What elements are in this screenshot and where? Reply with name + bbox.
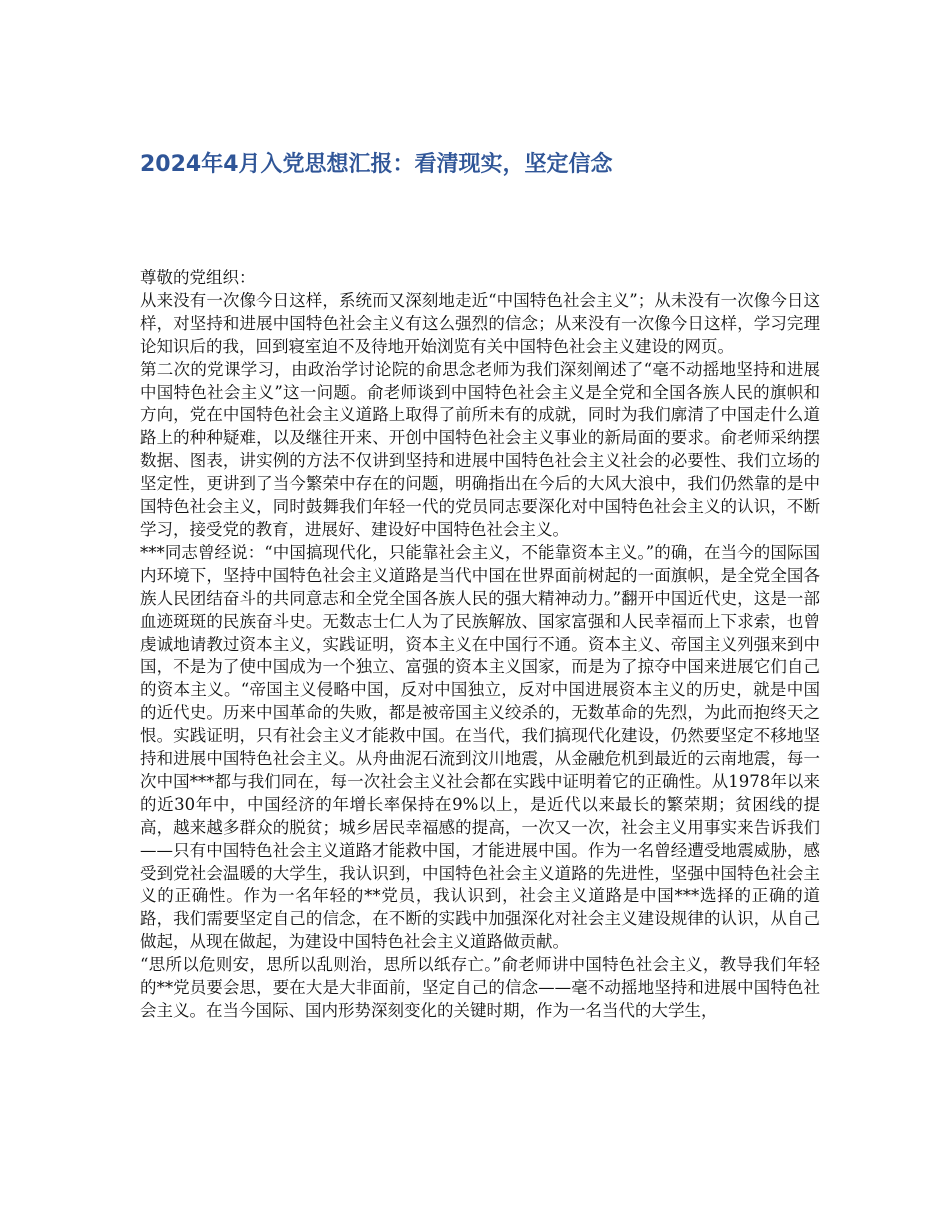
document-title: 2024年4月入党思想汇报：看清现实，坚定信念 [140,152,613,177]
paragraph-3: ***同志曾经说：“中国搞现代化，只能靠社会主义，不能靠资本主义。”的确，在当今的国际国内环境下，坚持中国特色社会主义道路是当代中国在世界面前树起的一面旗帜，是全党全国各族人民团结奋斗的共同意志和全党全国各族人民的强大精神动力。”翻开中国近代史，这是一部血迹斑斑的民族奋斗史。无数志士仁人为了民族解放、国家富强和人民幸福而上下求索，也曾虔诚地请教过资本主义，实践证明，资本主义在中国行不通。资本主义、帝国主义列强来到中国，不是为了使中国成为一个独立、富强的资本主义国家，而是为了掠夺中国来进展它们自己的资本主义。“帝国主义侵略中国，反对中国独立，反对中国进展资本主义的历史，就是中国的近代史。历来中国革命的失败，都是被帝国主义绞杀的，无数革命的先烈，为此而抱终天之恨。实践证明，只有社会主义才能救中国。在当代，我们搞现代化建设，仍然要坚定不移地坚持和进展中国特色社会主义。从舟曲泥石流到汶川地震，从金融危机到最近的云南地震，每一次中国***都与我们同在，每一次社会主义社会都在实践中证明着它的正确性。从1978年以来的近30年中，中国经济的年增长率保持在9%以上，是近代以来最长的繁荣期；贫困线的提高，越来越多群众的脱贫；城乡居民幸福感的提高，一次又一次，社会主义用事实来告诉我们——只有中国特色社会主义道路才能救中国，才能进展中国。作为一名曾经遭受地震威胁，感受到党社会温暖的大学生，我认识到，中国特色社会主义道路的先进性，坚强中国特色社会主义的正确性。作为一名年轻的**党员，我认识到，社会主义道路是中国***选择的正确的道路，我们需要坚定自己的信念，在不断的实践中加强深化对社会主义建设规律的认识，从自己做起，从现在做起，为建设中国特色社会主义道路做贡献。 [140,542,820,952]
paragraph-4: “思所以危则安，思所以乱则治，思所以纸存亡。”俞老师讲中国特色社会主义，教导我们年轻的**党员要会思，要在大是大非面前，坚定自己的信念——毫不动摇地坚持和进展中国特色社会主义。在当今国际、国内形势深刻变化的关键时期，作为一名当代的大学生， [140,955,820,1020]
paragraph-2: 第二次的党课学习，由政治学讨论院的俞思念老师为我们深刻阐述了“毫不动摇地坚持和进展中国特色社会主义”这一问题。俞老师谈到中国特色社会主义是全党和全国各族人民的旗帜和方向，党在中国特色社会主义道路上取得了前所未有的成就，同时为我们廓清了中国走什么道路上的种种疑难，以及继往开来、开创中国特色社会主义事业的新局面的要求。俞老师采纳摆数据、图表，讲实例的方法不仅讲到坚持和进展中国特色社会主义社会的必要性、我们立场的坚定性，更讲到了当今繁荣中存在的问题，明确指出在今后的大风大浪中，我们仍然靠的是中国特色社会主义，同时鼓舞我们年轻一代的党员同志要深化对中国特色社会主义的认识，不断学习，接受党的教育，进展好、建设好中国特色社会主义。 [140,359,820,539]
salutation: 尊敬的党组织： [140,268,256,287]
document-body [140,267,820,1023]
paragraph-1: 从来没有一次像今日这样，系统而又深刻地走近“中国特色社会主义”；从未没有一次像今日这样，对坚持和进展中国特色社会主义有这么强烈的信念；从来没有一次像今日这样，学习完理论知识后的我，回到寝室迫不及待地开始浏览有关中国特色社会主义建设的网页。 [140,290,820,356]
